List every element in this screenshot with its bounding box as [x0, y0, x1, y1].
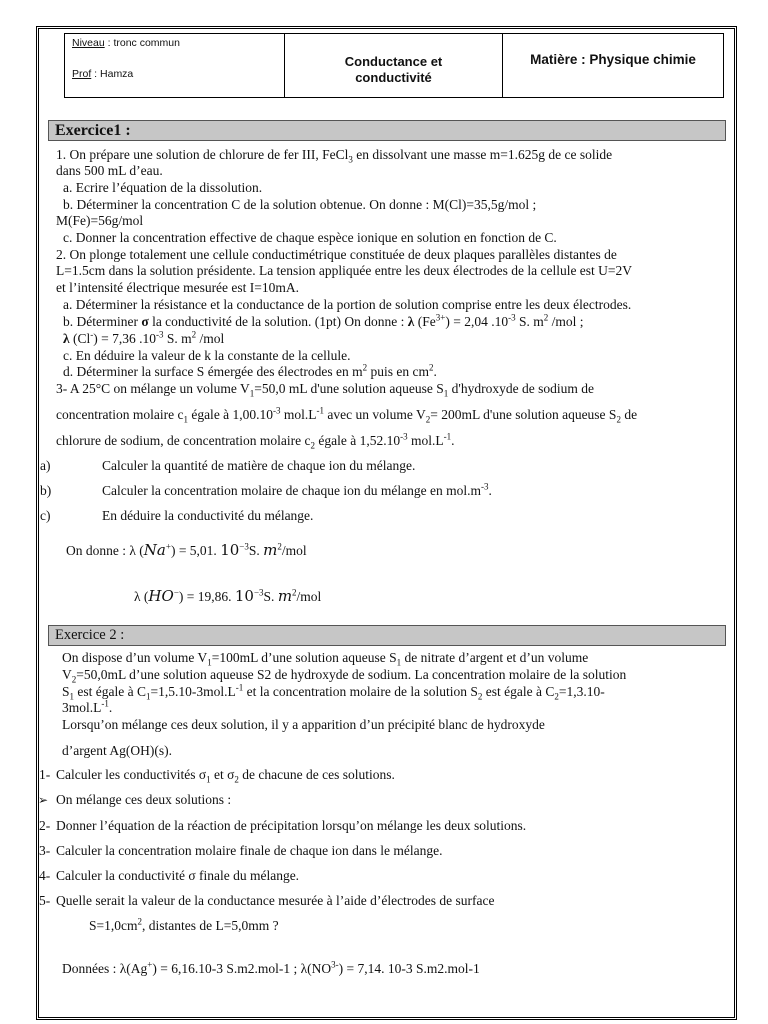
p2-b: =50,0mL d’une solution aqueuse S2 de hydroxyde de sodium. La concentration molaire de la solution — [76, 667, 627, 682]
q3l3-sub1: 2 — [310, 440, 316, 451]
p3-b: est égale à C — [74, 684, 146, 699]
p4-b: . — [108, 700, 113, 715]
ex1-q1a: a. Ecrire l’équation de la dissolution. — [63, 180, 263, 195]
ex1-qc: En déduire la conductivité du mélange. — [102, 508, 314, 523]
q3l2-sub1: 1 — [183, 414, 188, 425]
donne1-m-sup: 2 — [277, 541, 282, 552]
donnees-sup1: + — [147, 959, 153, 970]
q3l1-b: =50,0 mL d'une solution aqueuse S — [254, 381, 444, 396]
header-matiere-cell — [503, 34, 723, 97]
q3l2-sup2: -1 — [316, 405, 325, 416]
q3l1-a: 3- A 25°C on mélange un volume V — [56, 381, 250, 396]
lambda-symbol-2: λ — [63, 331, 70, 346]
ex1-q1-line1 — [56, 147, 612, 163]
ex1-q2a: a. Déterminer la résistance et la conductance de la portion de solution comprise entre les deux électrodes. — [63, 297, 632, 312]
ex2-q2: Donner l’équation de la réaction de précipitation lorsqu’on mélange les deux solutions. — [56, 818, 527, 833]
donne1-a: On donne : λ ( — [66, 543, 144, 558]
donne2-ion-sup: − — [173, 587, 179, 598]
q3l2-sup1: -3 — [273, 405, 281, 416]
p1-b: =100mL d’une solution aqueuse S — [211, 650, 397, 665]
q2b-part2: la conductivité de la solution. (1pt) On donne : — [148, 314, 408, 329]
donnees-c: ) = 7,14. 10-3 S.m2.mol-1 — [338, 961, 480, 976]
exercice1-title: Exercice1 : — [48, 120, 726, 141]
p3-sup1: -1 — [235, 682, 244, 693]
ex2q1-a: Calculer les conductivités σ — [56, 767, 207, 782]
ex2-q5-number: 5- — [39, 893, 51, 908]
q2b-part5: S. m — [515, 314, 544, 329]
donne2-ion: HO — [148, 587, 174, 605]
donne2-c: S. — [263, 589, 278, 604]
donne1-b: ) = 5,01. — [170, 543, 221, 558]
q2b-sup3: 2 — [543, 312, 549, 323]
ex1-q3-line2 — [56, 407, 637, 423]
ex1-q1b: b. Déterminer la concentration C de la solution obtenue. On donne : M(Cl)=35,5g/mol ; — [63, 197, 537, 212]
niveau-value: : tronc commun — [104, 37, 180, 49]
q2d-part2: puis en cm — [367, 364, 429, 379]
q2d-sup1: 2 — [362, 362, 368, 373]
header-info-cell — [65, 34, 285, 97]
donne2-a: λ ( — [134, 589, 149, 604]
ex1-q2b-2 — [63, 331, 224, 347]
donne1-c: S. — [248, 543, 264, 558]
p4-a: 3mol.L — [62, 700, 102, 715]
prof-label: Prof — [72, 68, 92, 80]
qb-text: Calculer la concentration molaire de chaque ion du mélange en mol.m — [102, 483, 481, 498]
p3-d: et la concentration molaire de la solution S — [243, 684, 478, 699]
ex2-melange: On mélange ces deux solutions : — [56, 792, 232, 807]
ex2-q4-number: 4- — [39, 868, 51, 883]
ex1-q1-text: 1. On prépare une solution de chlorure de fer III, FeCl — [56, 147, 349, 162]
q3l3-d: . — [451, 433, 455, 448]
p3-sub3: 2 — [477, 691, 483, 702]
qb-end: . — [488, 483, 492, 498]
q3l2-f: de — [620, 407, 638, 422]
ex1-qb-number: b) — [40, 483, 52, 498]
ex1-q1b-2: M(Fe)=56g/mol — [56, 213, 144, 228]
ex1-q1c: c. Donner la concentration effective de chaque espèce ionique en solution en fonction de C. — [63, 230, 557, 245]
donnees-sup2: 3- — [331, 959, 339, 970]
donne1-ion-sup: + — [165, 541, 171, 552]
donne2-b: ) = 19,86. — [178, 589, 235, 604]
q2b-part4: ) = 2,04 .10 — [445, 314, 509, 329]
p3-f: =1,3.10- — [558, 684, 605, 699]
ex2q1-sub1: 1 — [206, 774, 211, 785]
donne1-ion: Na — [143, 541, 166, 559]
header-table — [64, 33, 724, 98]
ex2-q5: Quelle serait la valeur de la conductance mesurée à l’aide d’électrodes de surface — [56, 893, 495, 908]
q3l2-d: avec un volume V — [324, 407, 426, 422]
p1-sub2: 1 — [396, 657, 402, 668]
ex2-p5: Lorsqu’on mélange ces deux solution, il y a apparition d’un précipité blanc de hydroxyde — [62, 717, 545, 732]
prof-value: : Hamza — [91, 68, 134, 80]
p1-sub1: 1 — [207, 657, 212, 668]
q3l2-e: = 200mL d'une solution aqueuse S — [430, 407, 617, 422]
q3l2-b: égale à 1,00.10 — [187, 407, 274, 422]
q3l3-a: chlorure de sodium, de concentration molaire c — [56, 433, 311, 448]
q2b2-part3: S. m — [163, 331, 192, 346]
q2b2-sup1: - — [90, 329, 94, 340]
niveau-line — [72, 37, 180, 49]
q3l3-c: mol.L — [407, 433, 444, 448]
p3-a: S — [62, 684, 70, 699]
ex2-p1 — [62, 650, 588, 666]
matiere: Matière : Physique chimie — [530, 52, 696, 67]
q3l2-sub3: 2 — [616, 414, 621, 425]
q2b2-part2: ) = 7,36 .10 — [93, 331, 157, 346]
qb-sup: -3 — [480, 481, 489, 492]
p3-sub1: 1 — [69, 691, 75, 702]
ex1-qc-number: c) — [40, 508, 51, 523]
donnee-na — [66, 542, 307, 559]
ex1-qa-number: a) — [40, 458, 51, 473]
ex2-q1 — [56, 767, 395, 783]
q3l2-c: mol.L — [280, 407, 317, 422]
p3-c: =1,5.10-3mol.L — [150, 684, 236, 699]
q3l2-sub2: 2 — [425, 414, 431, 425]
q5b-b: , distantes de L=5,0mm ? — [142, 918, 279, 933]
ex2q1-b: et σ — [210, 767, 235, 782]
q2b-sup2: -3 — [508, 312, 516, 323]
ex2-q3: Calculer la concentration molaire finale de chaque ion dans le mélange. — [56, 843, 443, 858]
p1-a: On dispose d’un volume V — [62, 650, 208, 665]
donne1-m: m — [263, 541, 278, 559]
donne2-m-sup: 2 — [292, 587, 297, 598]
header-title-cell — [285, 34, 503, 97]
q3l1-c: d'hydroxyde de sodium de — [448, 381, 594, 396]
ex1-q3-line1 — [56, 381, 594, 397]
donne2-m: m — [277, 587, 293, 605]
donnees-a: Données : λ(Ag — [62, 961, 148, 976]
donne2-pow-sup: −3 — [253, 587, 264, 598]
ex1-q2-line1: 2. On plonge totalement une cellule conductimétrique constituée de deux plaques parallèles distantes de — [56, 247, 617, 262]
ex1-q1-sub: 3 — [348, 154, 353, 165]
ex2q1-sub2: 2 — [234, 774, 239, 785]
q5b-a: S=1,0cm — [89, 918, 138, 933]
ex2-p4 — [62, 700, 112, 716]
donne1-d: /mol — [281, 543, 307, 558]
p4-sup1: -1 — [101, 698, 109, 709]
arrow-bullet-icon: ➢ — [38, 793, 49, 807]
p3-e: est égale à C — [482, 684, 555, 699]
lambda-symbol: λ — [407, 314, 415, 329]
ex1-q2d — [63, 364, 437, 380]
ex1-qb — [102, 483, 492, 499]
ex2-q4: Calculer la conductivité σ finale du mélange. — [56, 868, 300, 883]
niveau-label: Niveau — [72, 37, 105, 49]
q2d-part3: . — [433, 364, 437, 379]
donne2-pow: 10 — [234, 587, 254, 605]
ex1-q2b — [63, 314, 584, 330]
q3l2-a: concentration molaire c — [56, 407, 184, 422]
q2b2-sup2: -3 — [156, 329, 164, 340]
exercice2-title: Exercice 2 : — [48, 625, 726, 646]
ex1-qa: Calculer la quantité de matière de chaque ion du mélange. — [102, 458, 416, 473]
prof-line — [72, 68, 133, 80]
q2b2-sup3: 2 — [191, 329, 197, 340]
q2b-part3: (Fe — [414, 314, 436, 329]
q2b-part1: b. Déterminer — [63, 314, 142, 329]
ex2-q2-number: 2- — [39, 818, 51, 833]
q2d-sup2: 2 — [429, 362, 434, 373]
q3l3-b: égale à 1,52.10 — [315, 433, 401, 448]
title-line2: conductivité — [355, 69, 432, 85]
sigma-symbol: σ — [141, 314, 149, 329]
q2b-part6: /mol ; — [548, 314, 584, 329]
donnee-ho — [134, 588, 321, 605]
donne1-pow: 10 — [220, 541, 240, 559]
donnees-b: ) = 6,16.10-3 S.m2.mol-1 ; λ(NO — [152, 961, 332, 976]
ex1-q1-line2: dans 500 mL d’eau. — [56, 163, 163, 178]
ex2q1-c: de chacune de ces solutions. — [238, 767, 395, 782]
ex2-donnees — [62, 961, 480, 977]
ex2-p2 — [62, 667, 626, 683]
q2b2-part4: /mol — [196, 331, 225, 346]
ex1-q2-line3: et l’intensité électrique mesurée est I=10mA. — [56, 280, 300, 295]
q3l3-sup1: -3 — [400, 431, 408, 442]
q5b-sup: 2 — [137, 916, 142, 927]
ex2-q3-number: 3- — [39, 843, 51, 858]
ex1-q2c: c. En déduire la valeur de k la constante de la cellule. — [63, 348, 351, 363]
p3-sub4: 2 — [554, 691, 559, 702]
p2-a: V — [62, 667, 72, 682]
p2-sub1: 2 — [71, 674, 77, 685]
p1-c: de nitrate d’argent et d’un volume — [401, 650, 589, 665]
q3l3-sup2: -1 — [443, 431, 452, 442]
ex1-q1-text-b: en dissolvant une masse m=1.625g de ce solide — [352, 147, 613, 162]
q2b-sup1: 3+ — [435, 312, 446, 323]
ex1-q3-line3 — [56, 433, 455, 449]
title-line1: Conductance et — [344, 53, 443, 69]
p3-sub2: 1 — [146, 691, 151, 702]
q3l1-sub1: 1 — [249, 388, 255, 399]
ex2-q1-number: 1- — [39, 767, 51, 782]
q2d-part1: d. Déterminer la surface S émergée des électrodes en m — [63, 364, 363, 379]
ex2-p6: d’argent Ag(OH)(s). — [62, 743, 172, 758]
ex2-q5-b — [89, 918, 279, 934]
q3l1-sub2: 1 — [443, 388, 449, 399]
ex1-q2-line2: L=1.5cm dans la solution présidente. La tension appliquée entre les deux électrodes de la cellule est U=2V — [56, 263, 633, 278]
donne2-d: /mol — [296, 589, 322, 604]
ex2-p3 — [62, 684, 605, 700]
donne1-pow-sup: −3 — [239, 541, 249, 552]
q2b2-part1: (Cl — [69, 331, 91, 346]
